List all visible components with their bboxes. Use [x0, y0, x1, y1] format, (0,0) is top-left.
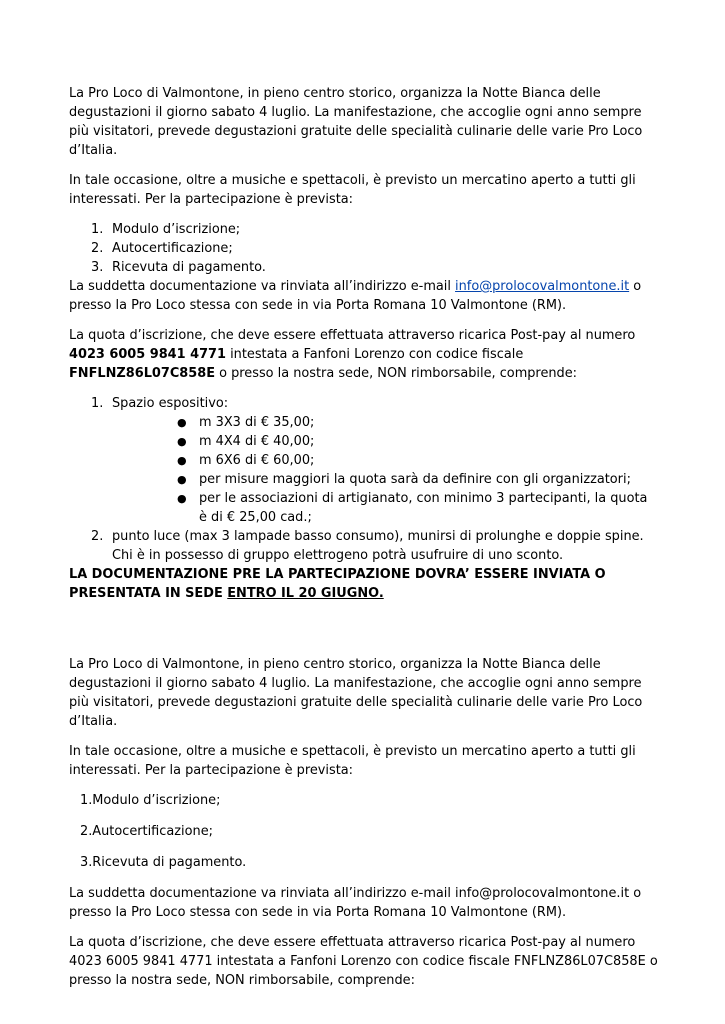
section-divider-space [69, 614, 659, 655]
intro-paragraph: La Pro Loco di Valmontone, in pieno centro storico, organizza la Notte Bianca delle degustazioni il giorno sabato 4 luglio. La manifestazione, che accoglie ogni anno sempre più visitatori, prevede degustazioni gratuite delle specialità culinarie delle varie Pro Loco d’Italia. [69, 86, 643, 158]
list-item-label: punto luce (max 3 lampade basso consumo), munirsi di prolunghe e doppie spine. Chi è in possesso di gruppo elettrogeno potrà usufruire di uno sconto. [112, 529, 644, 563]
documentation-text-after: o presso la Pro Loco stessa con sede in via Porta Romana 10 Valmontone (RM). [69, 279, 642, 313]
list-item [112, 451, 659, 470]
intro-paragraph: La Pro Loco di Valmontone, in pieno centro storico, organizza la Notte Bianca delle degustazioni il giorno sabato 4 luglio. La manifestazione, che accoglie ogni anno sempre più visitatori, prevede degustazioni gratuite delle specialità culinarie delle varie Pro Loco d’Italia. [69, 657, 643, 729]
deadline-notice [69, 565, 659, 603]
bullet-icon: ● [177, 435, 187, 448]
bullet-icon: ● [177, 454, 187, 467]
list-item: 3.Ricevuta di pagamento. [80, 855, 247, 870]
document-page [69, 84, 659, 1001]
list-item-label: Ricevuta di pagamento. [112, 260, 266, 275]
fiscal-code: FNFLNZ86L07C858E [69, 366, 216, 381]
list-item-label: Spazio espositivo: [112, 396, 229, 411]
list-item-label: m 4X4 di € 40,00; [199, 434, 315, 449]
required-documents-list [69, 220, 659, 277]
list-item [112, 470, 659, 489]
list-item-label: Autocertificazione; [112, 241, 233, 256]
bullet-icon: ● [177, 492, 187, 505]
documentation-paragraph: La suddetta documentazione va rinviata all’indirizzo e-mail info@prolocovalmontone.it o presso la Pro Loco stessa con sede in via Porta Romana 10 Valmontone (RM). [69, 886, 642, 920]
list-item-label: m 3X3 di € 35,00; [199, 415, 315, 430]
list-number: 2. [91, 529, 104, 544]
list-item [112, 489, 659, 527]
fee-text-before: La quota d’iscrizione, che deve essere effettuata attraverso ricarica Post-pay al numero [69, 328, 636, 343]
list-item [69, 239, 659, 258]
required-documents-list [69, 791, 659, 872]
fee-text-after: o presso la nostra sede, NON rimborsabile, comprende: [215, 366, 578, 381]
documentation-paragraph [69, 277, 659, 315]
list-item-label: per misure maggiori la quota sarà da definire con gli organizzatori; [199, 472, 631, 487]
list-item: 2.Autocertificazione; [80, 824, 213, 839]
fee-paragraph [69, 326, 659, 383]
deadline-text: LA DOCUMENTAZIONE PRE LA PARTECIPAZIONE DOVRA’ ESSERE INVIATA O PRESENTATA IN SEDE [69, 567, 606, 601]
card-number: 4023 6005 9841 4771 [69, 347, 226, 362]
list-number: 1. [91, 222, 104, 237]
list-item [69, 220, 659, 239]
fee-text-middle: intestata a Fanfoni Lorenzo con codice fiscale [225, 347, 524, 362]
list-number: 3. [91, 260, 104, 275]
documentation-text-before: La suddetta documentazione va rinviata all’indirizzo e-mail [69, 279, 456, 294]
bullet-icon: ● [177, 473, 187, 486]
occasion-paragraph: In tale occasione, oltre a musiche e spettacoli, è previsto un mercatino aperto a tutti gli interessati. Per la partecipazione è prevista: [69, 744, 636, 778]
space-options-list [112, 413, 659, 527]
list-item-label: per le associazioni di artigianato, con minimo 3 partecipanti, la quota è di € 25,00 cad.; [199, 491, 648, 525]
list-item [69, 258, 659, 277]
deadline-date: ENTRO IL 20 GIUGNO. [227, 586, 384, 601]
list-item [69, 527, 659, 565]
fee-paragraph: La quota d’iscrizione, che deve essere effettuata attraverso ricarica Post-pay al numero 4023 6005 9841 4771 intestata a Fanfoni Lorenzo con codice fiscale FNFLNZ86L07C858E o presso la nostra sede, NON rimborsabile, comprende: [69, 935, 658, 988]
list-item [112, 432, 659, 451]
list-item: 1.Modulo d’iscrizione; [80, 793, 221, 808]
email-link[interactable]: info@prolocovalmontone.it [455, 279, 630, 294]
list-item [69, 394, 659, 527]
list-number: 1. [91, 396, 104, 411]
occasion-paragraph: In tale occasione, oltre a musiche e spettacoli, è previsto un mercatino aperto a tutti gli interessati. Per la partecipazione è prevista: [69, 173, 636, 207]
list-number: 2. [91, 241, 104, 256]
list-item-label: Modulo d’iscrizione; [112, 222, 241, 237]
fee-includes-list [69, 394, 659, 565]
list-item-label: m 6X6 di € 60,00; [199, 453, 315, 468]
list-item [112, 413, 659, 432]
bullet-icon: ● [177, 416, 187, 429]
